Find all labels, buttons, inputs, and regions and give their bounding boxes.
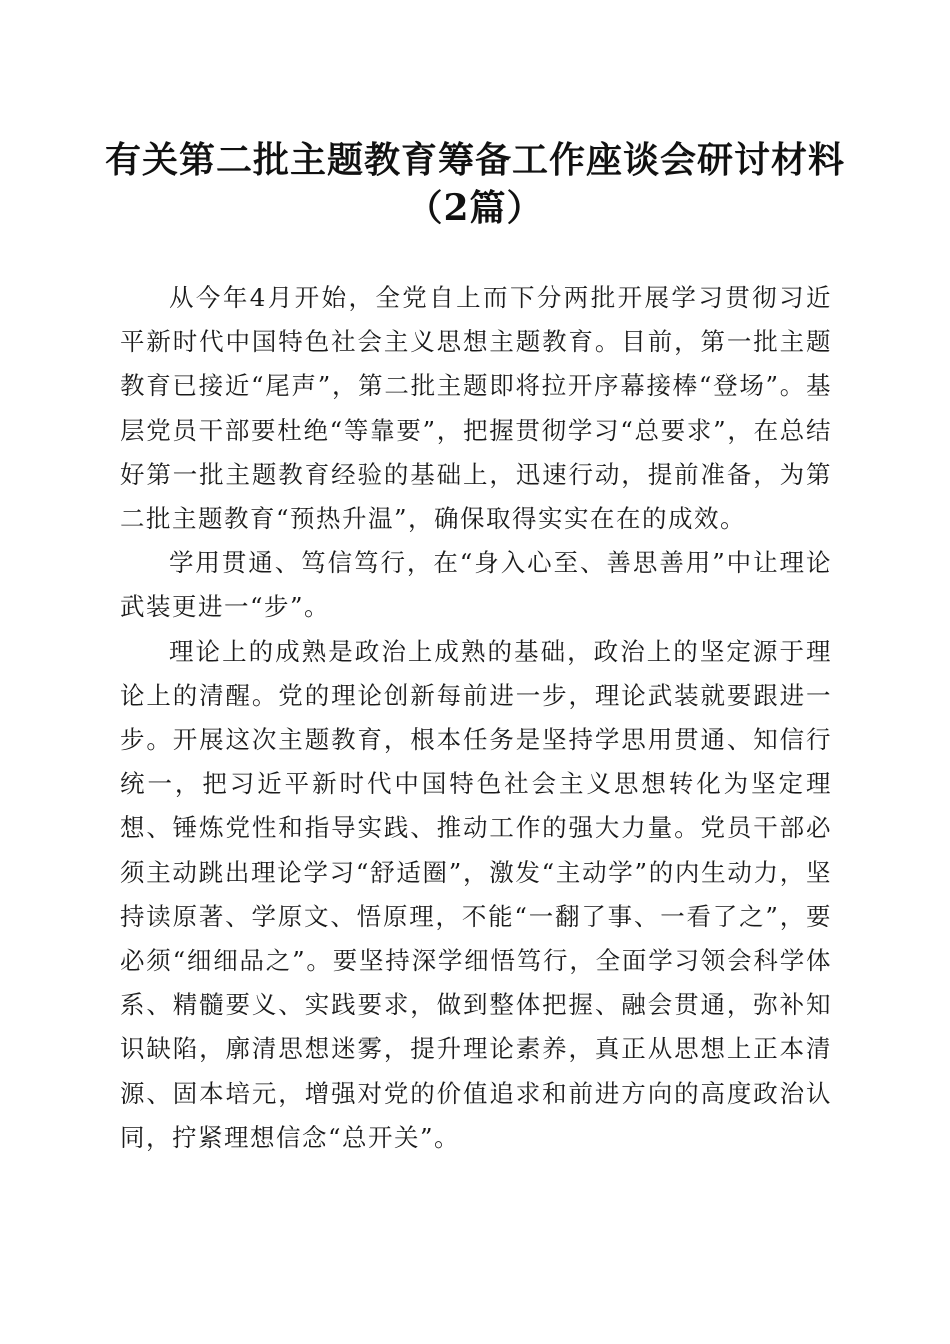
document-body bbox=[120, 276, 832, 1160]
paragraph-theory: 理论上的成熟是政治上成熟的基础，政治上的坚定源于理论上的清醒。党的理论创新每前进一步，理论武装就要跟进一步。开展这次主题教育，根本任务是坚持学思用贯通、知信行统一，把习近平新时代中国特色社会主义思想转化为坚定理想、锤炼党性和指导实践、推动工作的强大力量。党员干部必须主动跳出理论学习“舒适圈”，激发“主动学”的内生动力，坚持读原著、学原文、悟原理，不能“一翻了事、一看了之”，要必须“细细品之”。要坚持深学细悟笃行，全面学习领会科学体系、精髓要义、实践要求，做到整体把握、融会贯通，弥补知识缺陷，廓清思想迷雾，提升理论素养，真正从思想上正本清源、固本培元，增强对党的价值追求和前进方向的高度政治认同，拧紧理想信念“总开关”。 bbox=[120, 636, 832, 1152]
document-title bbox=[100, 136, 850, 232]
paragraph-section-heading: 学用贯通、笃信笃行，在“身入心至、善思善用”中让理论武装更进一“步”。 bbox=[120, 548, 832, 622]
title-line-main: 有关第二批主题教育筹备工作座谈会研讨材料 bbox=[104, 139, 845, 181]
title-line-count: （2篇） bbox=[406, 187, 544, 229]
paragraph-intro: 从今年4月开始，全党自上而下分两批开展学习贯彻习近平新时代中国特色社会主义思想主题教育。目前，第一批主题教育已接近“尾声”，第二批主题即将拉开序幕接棒“登场”。基层党员干部要杜绝“等靠要”，把握贯彻学习“总要求”，在总结好第一批主题教育经验的基础上，迅速行动，提前准备，为第二批主题教育“预热升温”，确保取得实实在在的成效。 bbox=[120, 283, 832, 534]
